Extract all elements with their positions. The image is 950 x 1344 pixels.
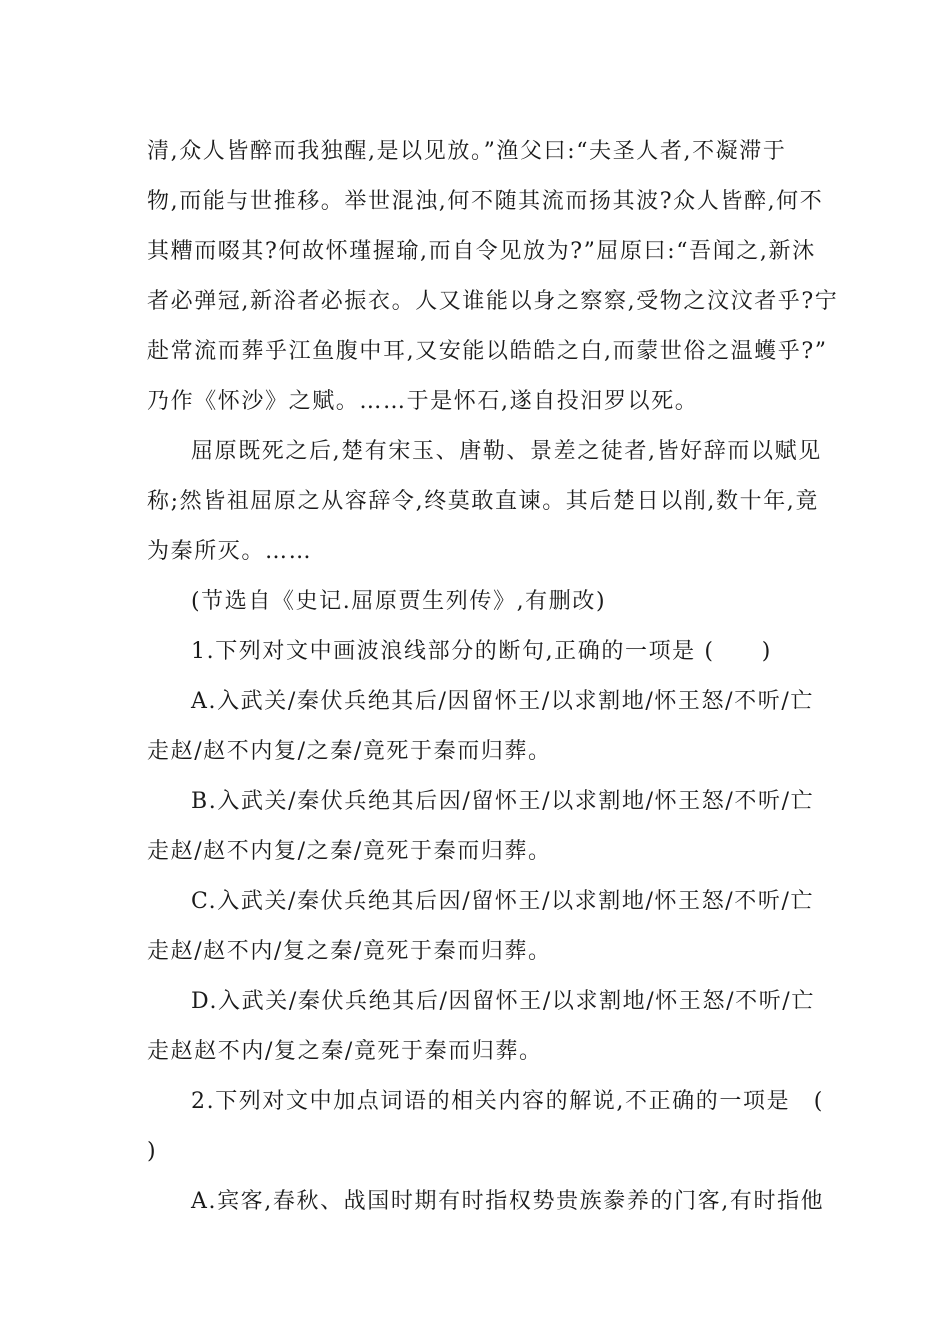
- question-1-option-a-cont: 走赵/赵不内复/之秦/竟死于秦而归葬。: [147, 739, 552, 764]
- question-2-option-a: A.宾客,春秋、战国时期有时指权势贵族豢养的门客,有时指他: [191, 1189, 825, 1214]
- passage-line-4: 者必弹冠,新浴者必振衣。人又谁能以身之察察,受物之汶汶者乎?宁: [147, 289, 839, 314]
- question-1-option-c: C.入武关/秦伏兵绝其后因/留怀王/以求割地/怀王怒/不听/亡: [191, 889, 815, 914]
- question-1-stem: 1.下列对文中画波浪线部分的断句,正确的一项是 ( ): [191, 639, 772, 664]
- passage-line-2: 物,而能与世推移。举世混浊,何不随其流而扬其波?众人皆醉,何不: [147, 189, 824, 214]
- question-1-option-b-cont: 走赵/赵不内复/之秦/竟死于秦而归葬。: [147, 839, 552, 864]
- passage-line-5: 赴常流而葬乎江鱼腹中耳,又安能以皓皓之白,而蒙世俗之温蠖乎?”: [147, 339, 828, 364]
- passage-line-8: 称;然皆祖屈原之从容辞令,终莫敢直谏。其后楚日以削,数十年,竟: [147, 489, 819, 514]
- source-note: (节选自《史记.屈原贾生列传》,有删改): [191, 589, 607, 614]
- question-1-option-a: A.入武关/秦伏兵绝其后/因留怀王/以求割地/怀王怒/不听/亡: [191, 689, 814, 714]
- question-1-option-b: B.入武关/秦伏兵绝其后因/留怀王/以求割地/怀王怒/不听/亡: [191, 789, 815, 814]
- passage-line-6: 乃作《怀沙》之赋。……于是怀石,遂自投汨罗以死。: [147, 389, 699, 414]
- passage-line-9: 为秦所灭。……: [147, 539, 313, 564]
- question-1-option-d-cont: 走赵赵不内/复之秦/竟死于秦而归葬。: [147, 1039, 543, 1064]
- passage-line-7: 屈原既死之后,楚有宋玉、唐勒、景差之徒者,皆好辞而以赋见: [191, 439, 822, 464]
- question-2-stem: 2.下列对文中加点词语的相关内容的解说,不正确的一项是 (: [191, 1089, 824, 1114]
- question-1-option-d: D.入武关/秦伏兵绝其后/因留怀王/以求割地/怀王怒/不听/亡: [191, 989, 815, 1014]
- question-1-option-c-cont: 走赵/赵不内/复之秦/竟死于秦而归葬。: [147, 939, 552, 964]
- question-2-stem-cont: ): [147, 1139, 158, 1164]
- passage-line-1: 清,众人皆醉而我独醒,是以见放。”渔父曰:“夫圣人者,不凝滞于: [147, 139, 787, 164]
- passage-line-3: 其糟而啜其?何故怀瑾握瑜,而自令见放为?”屈原曰:“吾闻之,新沐: [147, 239, 816, 264]
